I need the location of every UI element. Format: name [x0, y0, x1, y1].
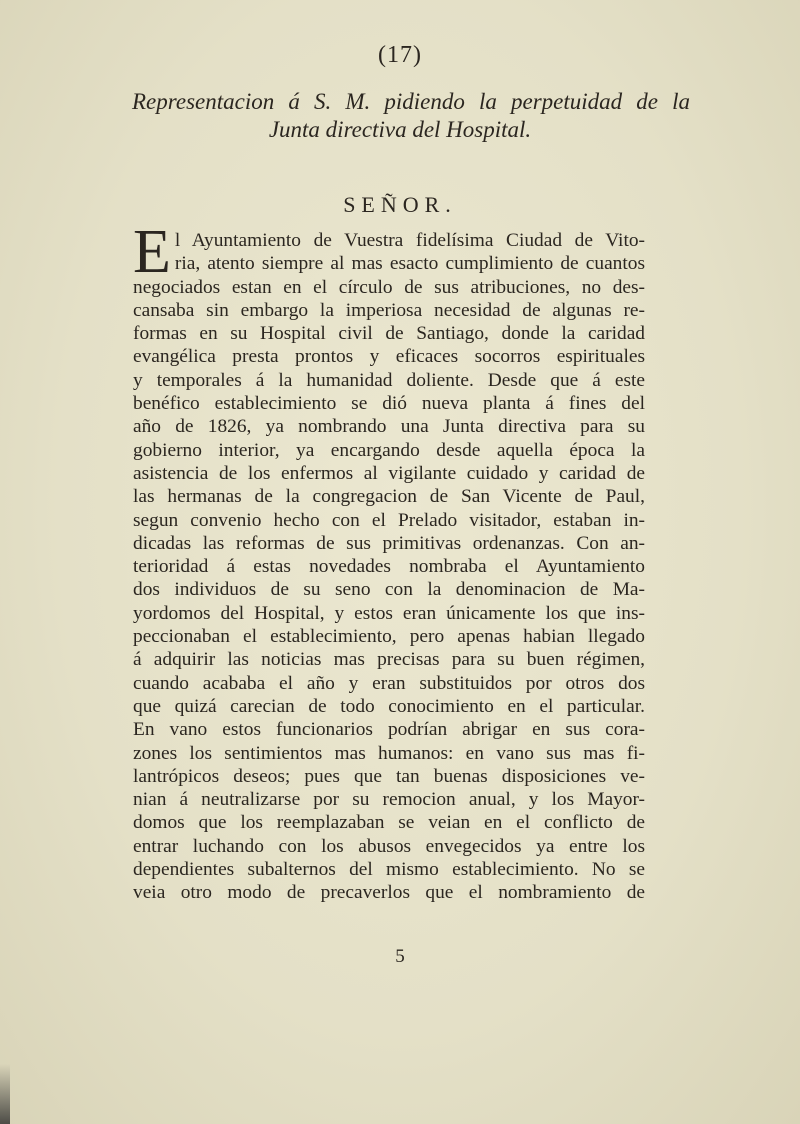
body-line: En vano estos funcionarios podrían abrigar en sus cora- [133, 719, 645, 741]
signature-mark: 5 [395, 946, 405, 967]
body-line: formas en su Hospital civil de Santiago, donde la caridad [133, 323, 645, 345]
body-line: domos que los reemplazaban se veian en el conflicto de [133, 812, 645, 834]
body-line: veia otro modo de precaverlos que el nombramiento de [133, 882, 645, 904]
body-line: terioridad á estas novedades nombraba el Ayuntamiento [133, 556, 645, 578]
body-line: peccionaban el establecimiento, pero apenas habian llegado [133, 626, 645, 648]
body-line: dependientes subalternos del mismo establecimiento. No se [133, 859, 645, 881]
body-line: á adquirir las noticias mas precisas para su buen régimen, [133, 649, 645, 671]
body-line: que quizá carecian de todo conocimiento en el particular. [133, 695, 645, 717]
body-line: lantrópicos deseos; pues que tan buenas disposiciones ve- [133, 765, 645, 787]
body-line: benéfico establecimiento se dió nueva planta á fines del [133, 393, 645, 415]
body-line: dos individuos de su seno con la denominacion de Ma- [133, 579, 645, 601]
body-line: gobierno interior, ya encargando desde aquella época la [133, 439, 645, 461]
document-title [110, 88, 690, 144]
title-line-1: Representacion á S. M. pidiendo la perpetuidad de la [132, 89, 690, 114]
body-text [133, 218, 645, 905]
body-line: zones los sentimientos mas humanos: en vano sus mas fi- [133, 742, 645, 764]
title-line-2: Junta directiva del Hospital. [268, 117, 532, 142]
body-line: negociados estan en el círculo de sus atribuciones, no des- [133, 276, 645, 298]
body-line: yordomos del Hospital, y estos eran únicamente los que ins- [133, 602, 645, 624]
body-line: l Ayuntamiento de Vuestra fidelísima Ciudad de Vito- [174, 230, 645, 251]
body-line: las hermanas de la congregacion de San Vicente de Paul, [133, 486, 645, 508]
body-line: ria, atento siempre al mas esacto cumplimiento de cuantos [174, 253, 645, 275]
body-line: año de 1826, ya nombrando una Junta directiva para su [133, 416, 645, 438]
page-number: (17) [378, 42, 422, 68]
body-line: segun convenio hecho con el Prelado visitador, estaban in- [133, 509, 645, 531]
body-line: cansaba sin embargo la imperiosa necesidad de algunas re- [133, 299, 645, 321]
body-line: nian á neutralizarse por su remocion anual, y los Mayor- [133, 789, 645, 811]
body-line: entrar luchando con los abusos envegecidos ya entre los [133, 835, 645, 857]
page-edge-shadow [0, 1064, 10, 1124]
drop-cap: E [133, 218, 171, 286]
body-line: asistencia de los enfermos al vigilante cuidado y caridad de [133, 462, 645, 484]
salutation: SEÑOR. [343, 192, 457, 217]
body-line: y temporales á la humanidad doliente. Desde que á este [133, 369, 645, 391]
body-line: cuando acababa el año y eran substituidos por otros dos [133, 672, 645, 694]
body-line: evangélica presta prontos y eficaces socorros espirituales [133, 346, 645, 368]
body-line: dicadas las reformas de sus primitivas ordenanzas. Con an- [133, 532, 645, 554]
